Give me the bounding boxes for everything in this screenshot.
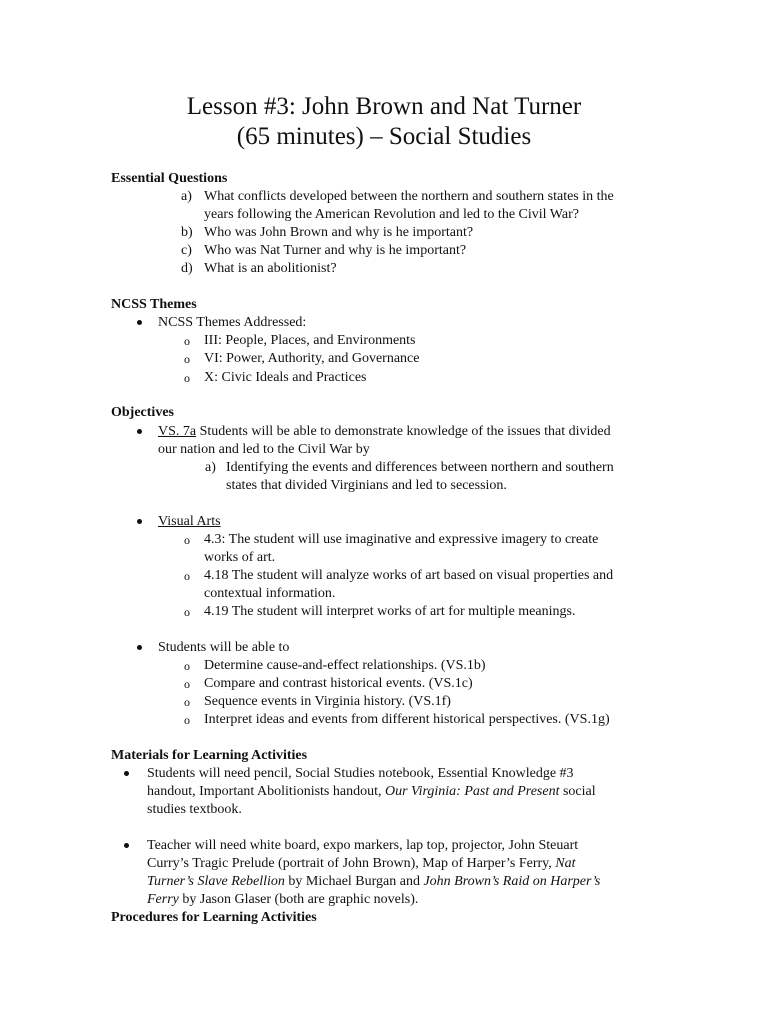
bullet-icon (124, 843, 129, 848)
textbook-title: Our Virginia: Past and Present (385, 784, 560, 799)
lesson-title-line-2: (65 minutes) – Social Studies (236, 123, 532, 150)
sub-bullet-icon: o (184, 533, 190, 547)
sub-bullet-icon: o (184, 713, 190, 727)
vs7a-sub-line-1: Identifying the events and differences between northern and southern (226, 460, 614, 475)
sub-bullet-icon: o (184, 659, 190, 673)
vs7a-line-1-text: Students will be able to demonstrate knowledge of the issues that divided (196, 424, 611, 439)
visual-arts-item-3-line-1: 4.19 The student will interpret works of art for multiple meanings. (204, 604, 576, 619)
objectives-heading: Objectives (111, 405, 174, 420)
bullet-icon (137, 519, 142, 524)
ncss-themes-heading: NCSS Themes (111, 297, 197, 312)
sub-bullet-icon: o (184, 677, 190, 691)
visual-arts-item-1-line-1: 4.3: The student will use imaginative and expressive imagery to create (204, 532, 599, 547)
materials-teacher-line-3: Turner’s Slave Rebellion by Michael Burgan and John Brown’s Raid on Harper’s (147, 874, 601, 889)
eq-a-line-2: years following the American Revolution and led to the Civil War? (204, 207, 579, 222)
lesson-title-line-1: Lesson #3: John Brown and Nat Turner (186, 93, 582, 120)
eq-a-line-1: What conflicts developed between the northern and southern states in the (204, 189, 614, 204)
visual-arts-item-2-line-2: contextual information. (204, 586, 336, 601)
bullet-icon (124, 771, 129, 776)
eq-b-line-1: Who was John Brown and why is he important? (204, 225, 474, 240)
bullet-icon (137, 429, 142, 434)
eq-c-line-1: Who was Nat Turner and why is he important? (204, 243, 467, 258)
book-title-nat-turner: Turner’s Slave Rebellion (147, 874, 285, 889)
ncss-bullet-text: NCSS Themes Addressed: (158, 315, 307, 330)
ncss-sub-3: X: Civic Ideals and Practices (204, 370, 367, 385)
ncss-sub-2: VI: Power, Authority, and Governance (204, 351, 420, 366)
materials-teacher-line-1: Teacher will need white board, expo markers, lap top, projector, John Steuart (147, 838, 579, 853)
bullet-icon (137, 645, 142, 650)
vs7a-line-2: our nation and led to the Civil War by (158, 442, 370, 457)
materials-teacher-line-2: Curry’s Tragic Prelude (portrait of John Brown), Map of Harper’s Ferry, Nat (147, 856, 576, 871)
bullet-icon (137, 320, 142, 325)
materials-teacher-line-4: Ferry by Jason Glaser (both are graphic novels). (147, 892, 419, 907)
ncss-sub-1: III: People, Places, and Environments (204, 333, 416, 348)
sub-bullet-icon: o (184, 334, 190, 348)
students-item-1: Determine cause-and-effect relationships. (VS.1b) (204, 658, 486, 673)
vs7a-link[interactable]: VS. 7a (158, 424, 197, 439)
essential-questions-heading: Essential Questions (111, 171, 228, 186)
materials-heading: Materials for Learning Activities (111, 748, 308, 763)
students-item-4: Interpret ideas and events from different historical perspectives. (VS.1g) (204, 712, 610, 727)
sub-bullet-icon: o (184, 605, 190, 619)
materials-students-line-2: handout, Important Abolitionists handout, Our Virginia: Past and Present social (147, 784, 596, 799)
visual-arts-item-2-line-1: 4.18 The student will analyze works of art based on visual properties and (204, 568, 614, 583)
students-item-2: Compare and contrast historical events. (VS.1c) (204, 676, 473, 691)
eq-marker-d: d) (181, 261, 193, 276)
visual-arts-item-1-line-2: works of art. (204, 550, 276, 565)
visual-arts-link[interactable]: Visual Arts (158, 514, 221, 529)
students-able-bullet: Students will be able to (158, 640, 290, 655)
book-title-john-brown: John Brown’s Raid on Harper’s (423, 874, 601, 889)
procedures-heading: Procedures for Learning Activities (111, 910, 317, 925)
sub-bullet-icon: o (184, 371, 190, 385)
sub-bullet-icon: o (184, 695, 190, 709)
eq-marker-c: c) (181, 243, 192, 258)
sub-bullet-icon: o (184, 352, 190, 366)
materials-students-line-3: studies textbook. (147, 802, 242, 817)
sub-bullet-icon: o (184, 569, 190, 583)
vs7a-sub-marker: a) (205, 460, 216, 475)
vs7a-sub-line-2: states that divided Virginians and led to secession. (226, 478, 507, 493)
students-item-3: Sequence events in Virginia history. (VS.1f) (204, 694, 451, 709)
eq-marker-a: a) (181, 189, 192, 204)
vs7a-line-1 (158, 423, 611, 441)
eq-d-line-1: What is an abolitionist? (204, 261, 337, 276)
materials-students-line-1: Students will need pencil, Social Studies notebook, Essential Knowledge #3 (147, 766, 574, 781)
eq-marker-b: b) (181, 225, 193, 240)
